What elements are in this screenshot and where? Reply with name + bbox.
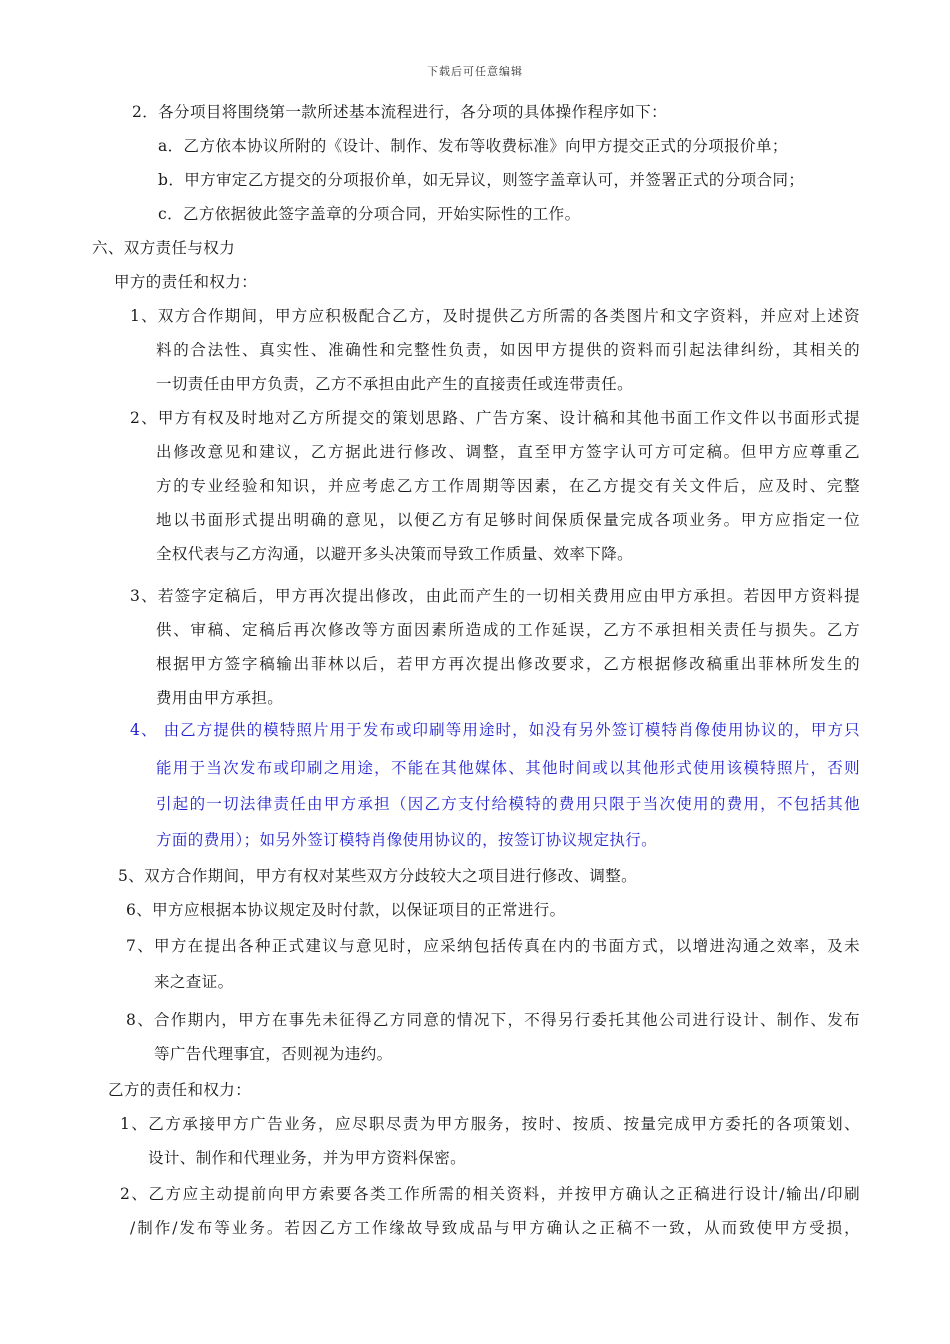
text-line: 来之查证。 [154, 973, 234, 991]
text-line: 出修改意见和建议，乙方据此进行修改、调整，直至甲方签字认可方可定稿。但甲方应尊重乙 [156, 443, 860, 461]
text-line: 2、甲方有权及时地对乙方所提交的策划思路、广告方案、设计稿和其他书面工作文件以书面形式提 [130, 409, 860, 427]
text-line: b．甲方审定乙方提交的分项报价单，如无异议，则签字盖章认可，并签署正式的分项合同； [158, 171, 805, 189]
subsection-heading: 乙方的责任和权力： [108, 1081, 252, 1099]
text-line: 1、乙方承接甲方广告业务，应尽职尽责为甲方服务，按时、按质、按量完成甲方委托的各项策划、 [120, 1115, 860, 1133]
text-line: 全权代表与乙方沟通，以避开多头决策而导致工作质量、效率下降。 [156, 545, 634, 563]
text-line: 3、若签字定稿后，甲方再次提出修改，由此而产生的一切相关费用应由甲方承担。若因甲方资料提 [130, 587, 860, 605]
text-line: 供、审稿、定稿后再次修改等方面因素所造成的工作延误，乙方不承担相关责任与损失。乙方 [156, 621, 860, 639]
text-line: 费用由甲方承担。 [156, 689, 284, 707]
subsection-heading: 甲方的责任和权力： [114, 273, 258, 291]
text-line: 设计、制作和代理业务，并为甲方资料保密。 [148, 1149, 467, 1167]
text-line: 2．各分项目将围绕第一款所述基本流程进行，各分项的具体操作程序如下： [132, 103, 667, 121]
text-line: 5、双方合作期间，甲方有权对某些双方分歧较大之项目进行修改、调整。 [118, 867, 638, 885]
highlighted-text-line: 方面的费用）；如另外签订模特肖像使用协议的，按签订协议规定执行。 [156, 831, 658, 849]
text-line: 7、甲方在提出各种正式建议与意见时，应采纳包括传真在内的书面方式，以增进沟通之效率，及未 [126, 937, 860, 955]
text-line: c．乙方依据彼此签字盖章的分项合同，开始实际性的工作。 [158, 205, 581, 223]
text-line: 方的专业经验和知识，并应考虑乙方工作周期等因素，在乙方提交有关文件后，应及时、完整 [156, 477, 860, 495]
text-line: 8、合作期内，甲方在事先未征得乙方同意的情况下，不得另行委托其他公司进行设计、制作、发布 [126, 1011, 860, 1029]
text-line: a．乙方依本协议所附的《设计、制作、发布等收费标准》向甲方提交正式的分项报价单； [158, 137, 788, 155]
text-line: 根据甲方签字稿输出菲林以后，若甲方再次提出修改要求，乙方根据修改稿重出菲林所发生的 [156, 655, 860, 673]
highlighted-text-line: 引起的一切法律责任由甲方承担（因乙方支付给模特的费用只限于当次使用的费用，不包括其他 [156, 795, 860, 813]
section-heading: 六、双方责任与权力 [92, 239, 236, 257]
text-line: 等广告代理事宜，否则视为违约。 [154, 1045, 393, 1063]
text-line: 地以书面形式提出明确的意见，以便乙方有足够时间保质保量完成各项业务。甲方应指定一位 [156, 511, 860, 529]
text-line: 1、双方合作期间，甲方应积极配合乙方，及时提供乙方所需的各类图片和文字资料，并应对上述资 [130, 307, 860, 325]
header-note: 下载后可任意编辑 [427, 65, 523, 78]
text-line: 6、甲方应根据本协议规定及时付款，以保证项目的正常进行。 [126, 901, 566, 919]
text-line: 一切责任由甲方负责，乙方不承担由此产生的直接责任或连带责任。 [156, 375, 634, 393]
highlighted-text-line: 4、 由乙方提供的模特照片用于发布或印刷等用途时，如没有另外签订模特肖像使用协议的，甲方只 [130, 721, 860, 739]
text-line: /制作/发布等业务。若因乙方工作缘故导致成品与甲方确认之正稿不一致，从而致使甲方受损， [130, 1219, 860, 1237]
text-line: 2、乙方应主动提前向甲方索要各类工作所需的相关资料，并按甲方确认之正稿进行设计/输出/印刷 [120, 1185, 860, 1203]
highlighted-text-line: 能用于当次发布或印刷之用途，不能在其他媒体、其他时间或以其他形式使用该模特照片，否则 [156, 759, 860, 777]
text-line: 料的合法性、真实性、准确性和完整性负责，如因甲方提供的资料而引起法律纠纷，其相关的 [156, 341, 860, 359]
